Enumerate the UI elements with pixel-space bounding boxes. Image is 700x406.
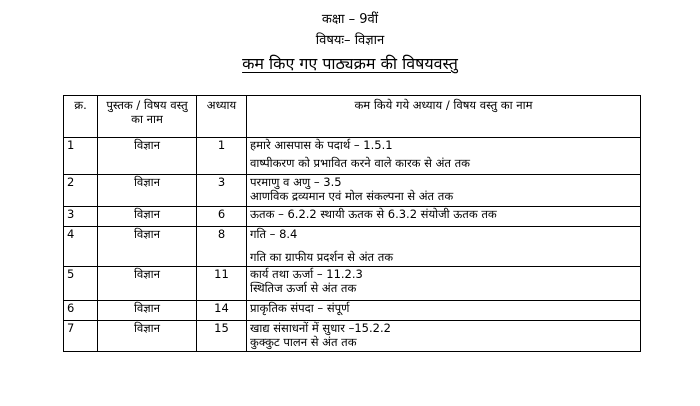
content-line: परमाणु व अणु – 3.5: [250, 175, 342, 189]
chapter-cell: 15: [197, 321, 247, 352]
book-cell: विज्ञान: [98, 267, 197, 301]
content-line: कुक्कुट पालन से अंत तक: [250, 335, 357, 349]
chapter-cell: 1: [197, 138, 247, 175]
chapter-cell: 6: [197, 207, 247, 227]
content-line: खाद्य संसाधनों में सुधार –15.2.2: [250, 321, 391, 335]
serial-cell: 3: [64, 207, 98, 227]
content-cell: [247, 267, 641, 301]
table-row: [64, 207, 641, 227]
content-line: कार्य तथा ऊर्जा – 11.2.3: [250, 267, 363, 281]
book-cell: विज्ञान: [98, 321, 197, 352]
book-cell: विज्ञान: [98, 138, 197, 175]
serial-cell: 6: [64, 301, 98, 321]
content-line: हमारे आसपास के पदार्थ – 1.5.1: [250, 138, 393, 152]
book-cell: विज्ञान: [98, 175, 197, 207]
column-header-content: कम किये गये अध्याय / विषय वस्तु का नाम: [247, 96, 641, 138]
serial-cell: 4: [64, 227, 98, 267]
column-header-chapter: अध्याय: [197, 96, 247, 138]
content-cell: [247, 207, 641, 227]
content-line: स्थितिज ऊर्जा से अंत तक: [250, 281, 357, 295]
book-cell: विज्ञान: [98, 207, 197, 227]
content-line: ऊतक – 6.2.2 स्थायी ऊतक से 6.3.2 संयोजी ऊतक तक: [250, 207, 497, 221]
content-cell: [247, 175, 641, 207]
book-cell: विज्ञान: [98, 227, 197, 267]
table-row: [64, 321, 641, 352]
table-row: [64, 227, 641, 267]
content-line: प्राकृतिक संपदा – संपूर्ण: [250, 301, 350, 315]
table-row: [64, 301, 641, 321]
content-line: गति का ग्राफीय प्रदर्शन से अंत तक: [250, 250, 394, 264]
serial-cell: 1: [64, 138, 98, 175]
content-line: वाष्पीकरण को प्रभावित करने वाले कारक से अंत तक: [250, 156, 470, 170]
page-title: कम किए गए पाठ्यक्रम की विषयवस्तु: [242, 54, 458, 73]
serial-cell: 2: [64, 175, 98, 207]
chapter-cell: 11: [197, 267, 247, 301]
serial-cell: 7: [64, 321, 98, 352]
content-cell: [247, 138, 641, 175]
content-line: गति – 8.4: [250, 227, 298, 241]
table-row: [64, 138, 641, 175]
chapter-cell: 14: [197, 301, 247, 321]
subject-heading: विषयः– विज्ञान: [315, 33, 385, 48]
content-cell: [247, 301, 641, 321]
serial-cell: 5: [64, 267, 98, 301]
content-line: आणविक द्रव्यमान एवं मोल संकल्पना से अंत तक: [250, 189, 454, 203]
book-cell: विज्ञान: [98, 301, 197, 321]
table-header-row: [64, 96, 641, 138]
content-cell: [247, 321, 641, 352]
chapter-cell: 3: [197, 175, 247, 207]
content-cell: [247, 227, 641, 267]
reduced-syllabus-table: [63, 95, 641, 352]
class-heading: कक्षा – 9वीं: [321, 12, 379, 27]
table-row: [64, 267, 641, 301]
column-header-book: पुस्तक / विषय वस्तु का नाम: [98, 96, 197, 138]
chapter-cell: 8: [197, 227, 247, 267]
column-header-serial: क्र.: [64, 96, 98, 138]
table-row: [64, 175, 641, 207]
